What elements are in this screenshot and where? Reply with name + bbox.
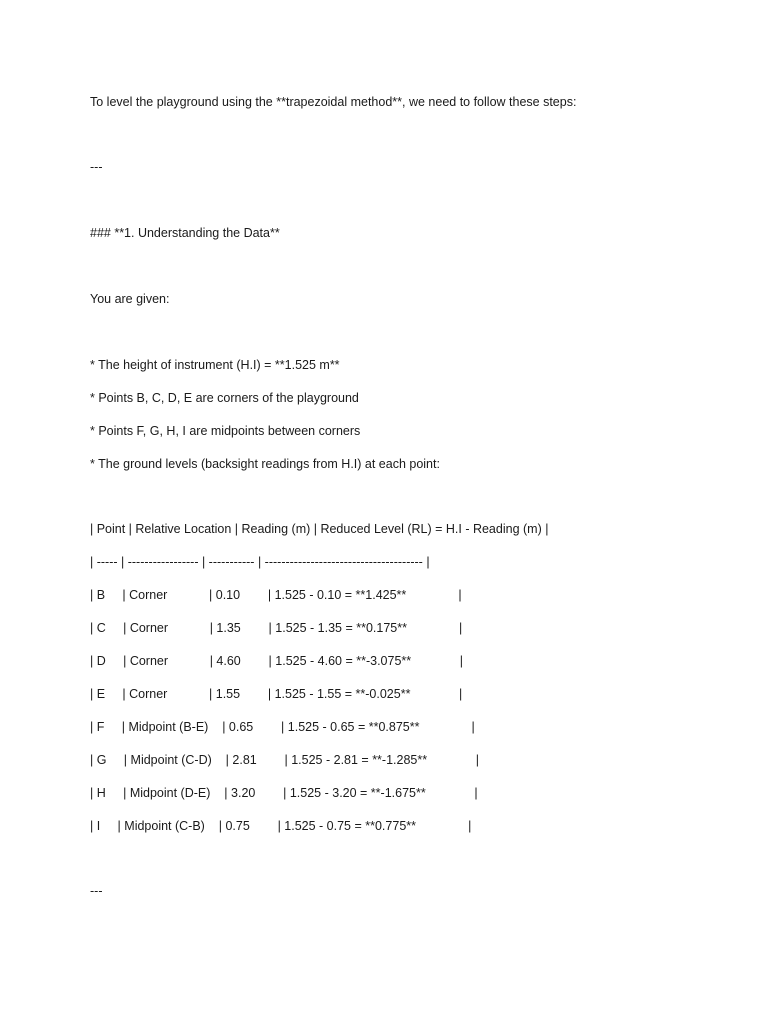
bullet-item: * The height of instrument (H.I) = **1.525 m**: [90, 358, 340, 372]
table-row: | G | Midpoint (C-D) | 2.81 | 1.525 - 2.81 = **-1.285** |: [90, 753, 479, 767]
table-row: | C | Corner | 1.35 | 1.525 - 1.35 = **0.175** |: [90, 621, 463, 635]
bullet-item: * Points B, C, D, E are corners of the playground: [90, 391, 359, 405]
table-divider: | ----- | ----------------- | ----------- | -------------------------------------- |: [90, 555, 430, 569]
bullet-item: * The ground levels (backsight readings from H.I) at each point:: [90, 457, 440, 471]
horizontal-rule-2: ---: [90, 884, 103, 898]
table-row: | B | Corner | 0.10 | 1.525 - 0.10 = **1.425** |: [90, 588, 462, 602]
bullet-item: * Points F, G, H, I are midpoints between corners: [90, 424, 361, 438]
table-row: | D | Corner | 4.60 | 1.525 - 4.60 = **-3.075** |: [90, 654, 463, 668]
table-header: | Point | Relative Location | Reading (m) | Reduced Level (RL) = H.I - Reading (m) |: [90, 522, 549, 536]
intro-paragraph: To level the playground using the **trapezoidal method**, we need to follow these steps:: [90, 95, 577, 109]
table-row: | I | Midpoint (C-B) | 0.75 | 1.525 - 0.75 = **0.775** |: [90, 819, 472, 833]
table-row: | E | Corner | 1.55 | 1.525 - 1.55 = **-0.025** |: [90, 687, 463, 701]
horizontal-rule-1: ---: [90, 160, 103, 174]
table-row: | F | Midpoint (B-E) | 0.65 | 1.525 - 0.65 = **0.875** |: [90, 720, 475, 734]
section-heading: ### **1. Understanding the Data**: [90, 226, 280, 240]
given-label: You are given:: [90, 292, 170, 306]
table-row: | H | Midpoint (D-E) | 3.20 | 1.525 - 3.20 = **-1.675** |: [90, 786, 478, 800]
